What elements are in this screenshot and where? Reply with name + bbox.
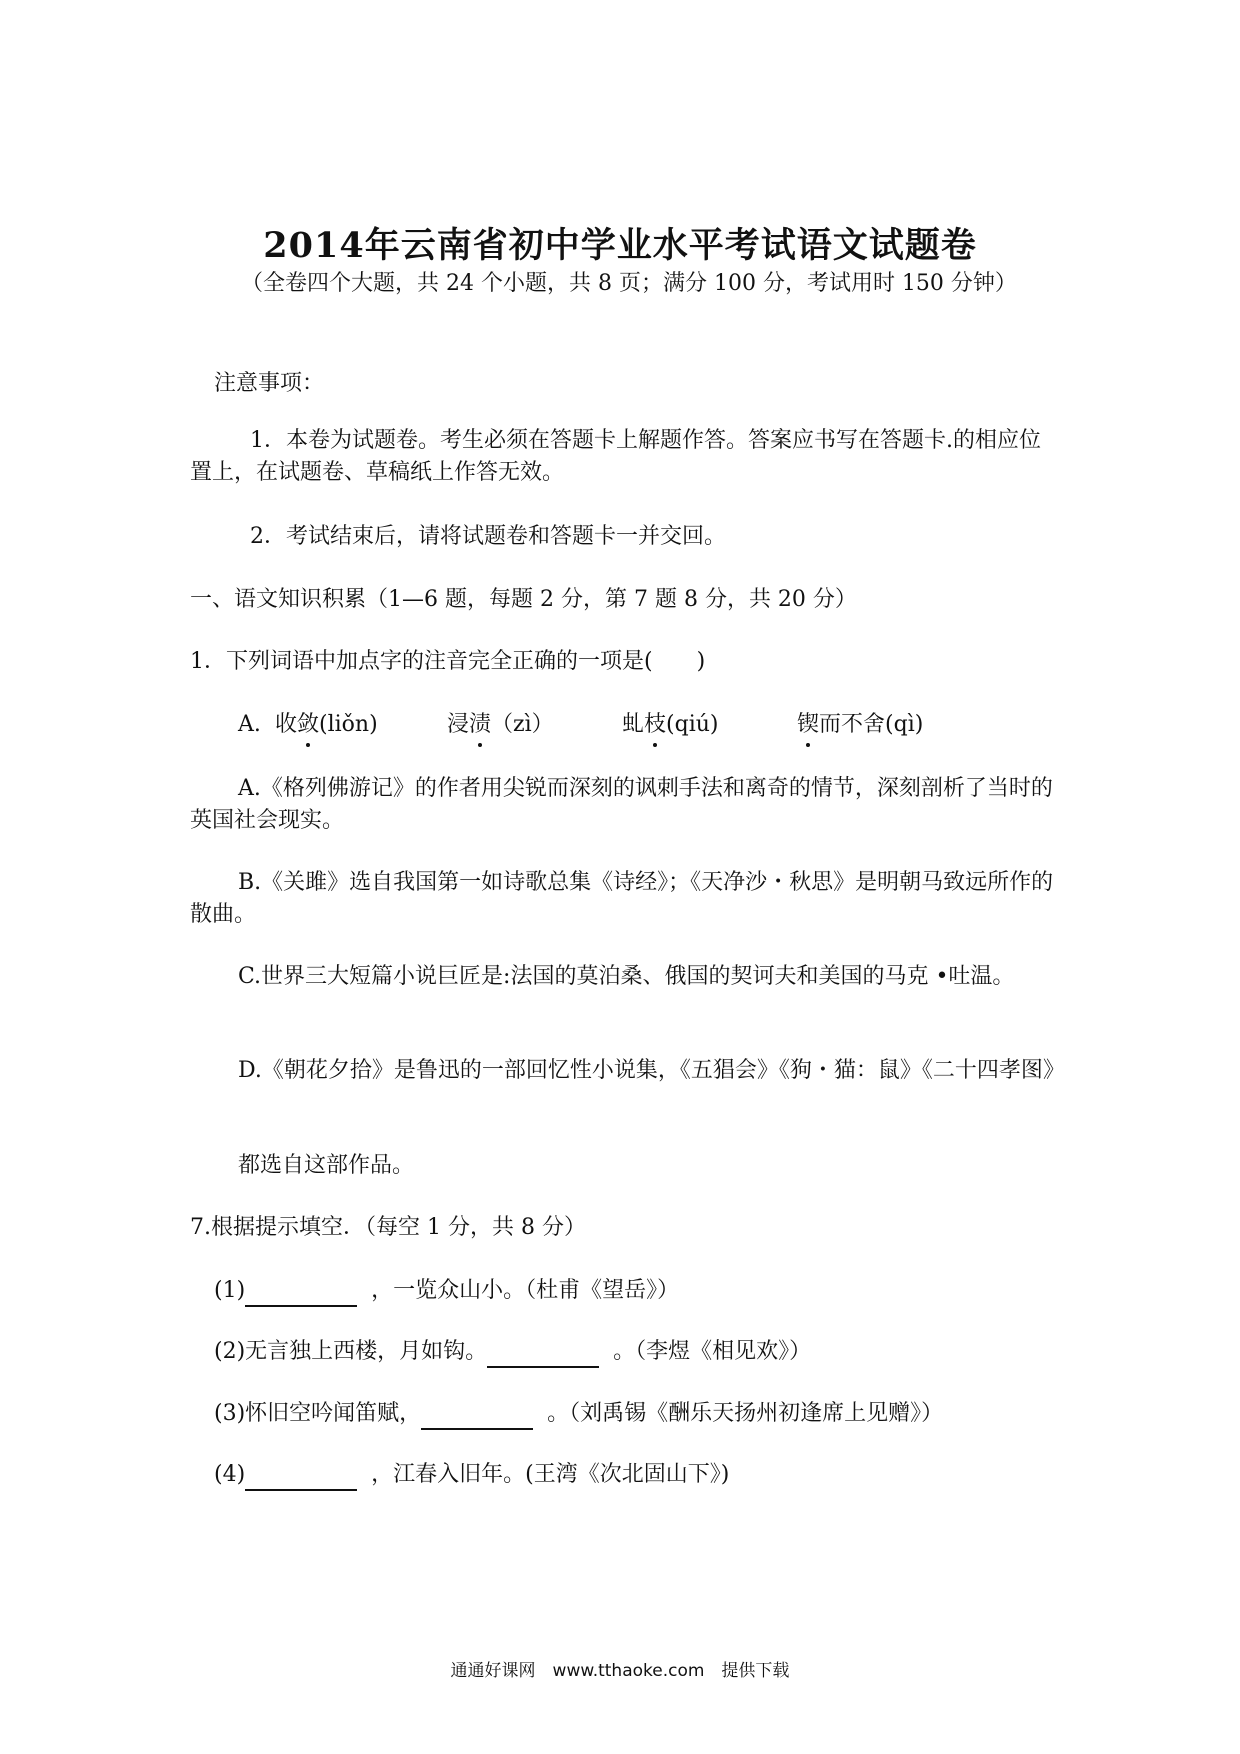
word-3: 虬枝(qiú) (622, 709, 719, 741)
page-title: 2014年云南省初中学业水平考试语文试题卷 (263, 225, 977, 266)
notice-item-1: 1．本卷为试题卷。考生必须在答题卡上解题作答。答案应书写在答题卡.的相应位置上，在试题卷、草稿纸上作答无效。 (190, 428, 1041, 485)
dotted-char: 锲 (797, 709, 819, 741)
footer-source: 通通好课网 www.tthaoke.com 提供下载 (450, 1661, 790, 1681)
option-label: A. (238, 712, 261, 737)
fill-item-3: (3)怀旧空吟闻笛赋， 。（刘禹锡《酬乐天扬州初逢席上见赠》） (214, 1398, 943, 1430)
dotted-char: 枝 (644, 709, 666, 741)
notice-heading: 注意事项： (214, 371, 325, 396)
literature-option-a: A.《格列佛游记》的作者用尖锐而深刻的讽刺手法和离奇的情节，深刻剖析了当时的英国社会现实。 (190, 776, 1053, 833)
fill-item-1: (1) ，一览众山小。（杜甫《望岳》） (214, 1275, 679, 1307)
word-1: 收敛(liǒn) (275, 709, 378, 741)
literature-option-d-continued: 都选自这部作品。 (238, 1153, 415, 1178)
fill-item-2: (2)无言独上西楼，月如钩。 。（李煜《相见欢》） (214, 1336, 811, 1368)
answer-blank[interactable] (245, 1463, 357, 1491)
question-7-stem: 7.根据提示填空．（每空 1 分，共 8 分） (190, 1215, 586, 1240)
literature-option-d: D.《朝花夕拾》是鲁迅的一部回忆性小说集，《五猖会》《狗・猫：鼠》《二十四孝图》 (238, 1058, 1065, 1083)
answer-blank[interactable] (421, 1402, 533, 1430)
word-2: 浸渍（zì） (447, 709, 554, 741)
exam-info: （全卷四个大题，共 24 个小题，共 8 页；满分 100 分，考试用时 150 分钟） (241, 271, 1017, 296)
word-4: 锲而不舍(qì) (797, 709, 923, 741)
section-heading: 一、语文知识积累（1—6 题，每题 2 分，第 7 题 8 分，共 20 分） (190, 587, 857, 612)
answer-blank[interactable] (487, 1340, 599, 1368)
dotted-char: 敛 (297, 709, 319, 741)
fill-item-4: (4) ，江春入旧年。(王湾《次北固山下》) (214, 1459, 729, 1491)
dotted-char: 渍 (469, 709, 491, 741)
literature-option-c: C.世界三大短篇小说巨匠是:法国的莫泊桑、俄国的契诃夫和美国的马克 •吐温。 (238, 964, 1015, 989)
question-1-stem: 1．下列词语中加点字的注音完全正确的一项是( ) (190, 649, 706, 674)
literature-option-b: B.《关雎》选自我国第一如诗歌总集《诗经》；《天净沙・秋思》是明朝马致远所作的散曲。 (190, 870, 1054, 927)
notice-item-2: 2．考试结束后，请将试题卷和答题卡一并交回。 (250, 524, 726, 549)
answer-blank[interactable] (245, 1279, 357, 1307)
